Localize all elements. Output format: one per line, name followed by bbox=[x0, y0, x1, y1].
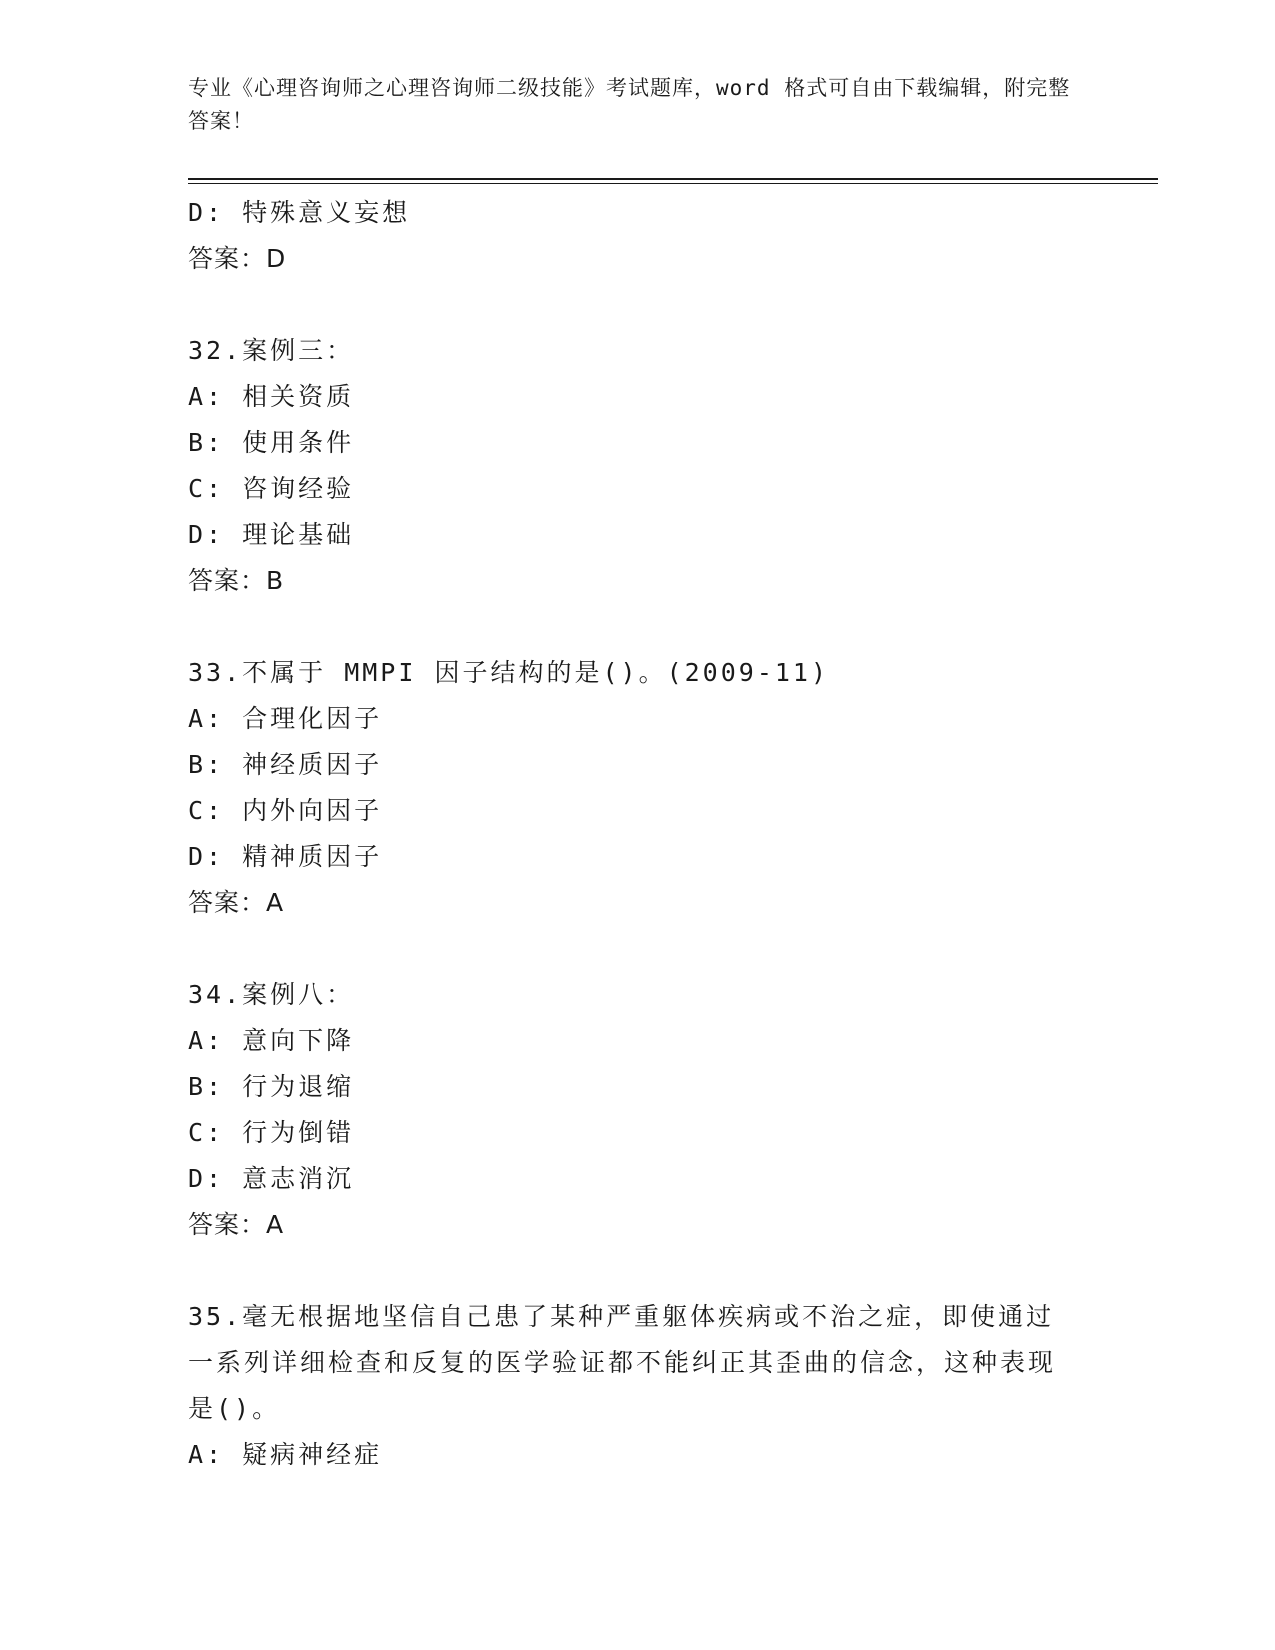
answer-line: 答案：D bbox=[188, 244, 287, 273]
question-stem: 33.不属于 MMPI 因子结构的是()。(2009-11) bbox=[188, 658, 830, 687]
option-b: B: 行为退缩 bbox=[188, 1072, 355, 1101]
answer-line: 答案：B bbox=[188, 566, 285, 595]
spacer bbox=[188, 926, 1088, 972]
question-34 bbox=[188, 972, 1088, 1248]
option-d: D: 精神质因子 bbox=[188, 842, 383, 871]
option-d: D: 特殊意义妄想 bbox=[188, 198, 411, 227]
header-divider-thick bbox=[188, 178, 1158, 180]
question-stem: 35.毫无根据地坚信自己患了某种严重躯体疾病或不治之症，即使通过一系列详细检查和反复的医学验证都不能纠正其歪曲的信念，这种表现是()。 bbox=[188, 1302, 1057, 1423]
option-a: A: 相关资质 bbox=[188, 382, 355, 411]
spacer bbox=[188, 604, 1088, 650]
question-32 bbox=[188, 328, 1088, 604]
document-header: 专业《心理咨询师之心理咨询师二级技能》考试题库，word 格式可自由下载编辑，附完整答案！ bbox=[188, 76, 1071, 133]
answer-line: 答案：A bbox=[188, 1210, 285, 1239]
option-a: A: 合理化因子 bbox=[188, 704, 383, 733]
header-divider-thin bbox=[188, 183, 1158, 184]
question-35 bbox=[188, 1294, 1088, 1478]
question-stem: 32.案例三： bbox=[188, 336, 355, 365]
option-c: C: 咨询经验 bbox=[188, 474, 355, 503]
option-c: C: 行为倒错 bbox=[188, 1118, 355, 1147]
answer-line: 答案：A bbox=[188, 888, 285, 917]
question-33 bbox=[188, 650, 1088, 926]
option-b: B: 使用条件 bbox=[188, 428, 355, 457]
option-d: D: 理论基础 bbox=[188, 520, 355, 549]
spacer bbox=[188, 1248, 1088, 1294]
option-a: A: 意向下降 bbox=[188, 1026, 355, 1055]
option-b: B: 神经质因子 bbox=[188, 750, 383, 779]
question-stem: 34.案例八： bbox=[188, 980, 355, 1009]
option-d: D: 意志消沉 bbox=[188, 1164, 355, 1193]
question-list bbox=[188, 190, 1088, 1478]
spacer bbox=[188, 282, 1088, 328]
option-a: A: 疑病神经症 bbox=[188, 1440, 383, 1469]
question-fragment bbox=[188, 190, 1088, 282]
option-c: C: 内外向因子 bbox=[188, 796, 383, 825]
